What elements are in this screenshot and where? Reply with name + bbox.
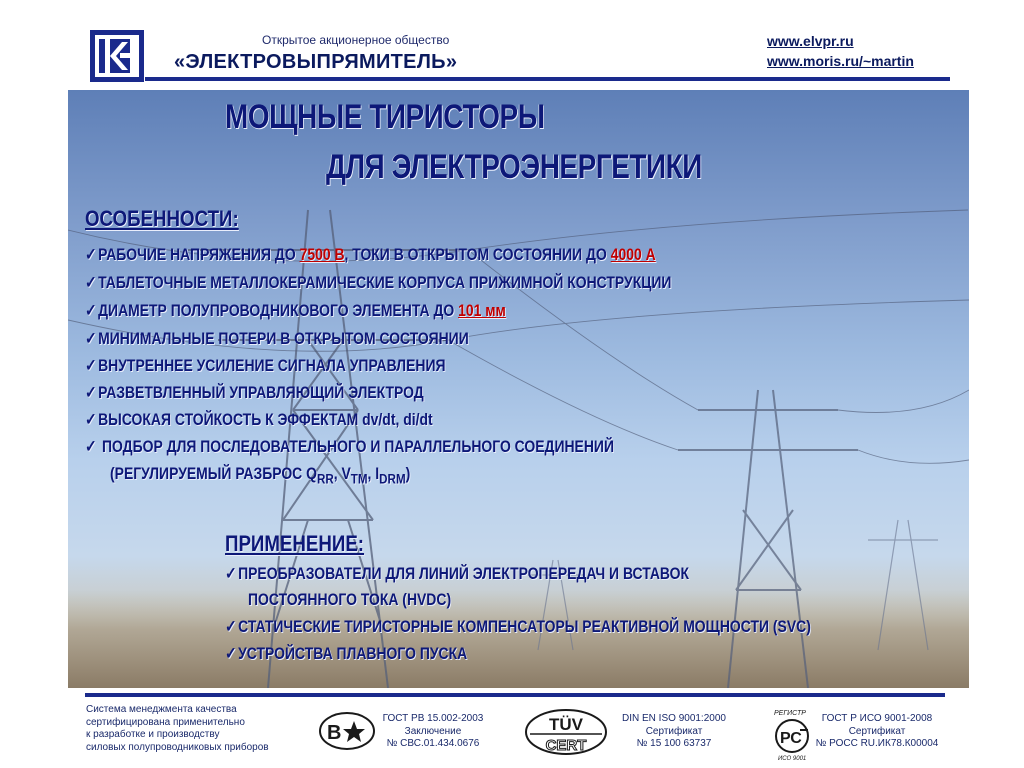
features-heading: ОСОБЕННОСТИ: [85,206,239,231]
feature-item-housing: ✓ТАБЛЕТОЧНЫЕ МЕТАЛЛОКЕРАМИЧЕСКИЕ КОРПУСА ПРИЖИМНОЙ КОНСТРУКЦИИ [85,273,672,292]
ke-logo-icon [90,30,144,82]
checkmark-icon: ✓ [85,273,97,292]
checkmark-icon: ✓ [85,245,97,264]
checkmark-icon: ✓ [225,617,237,636]
feature-item-diameter: ✓ДИАМЕТР ПОЛУПРОВОДНИКОВОГО ЭЛЕМЕНТА ДО 101 мм [85,301,506,320]
feature-item-losses: ✓МИНИМАЛЬНЫЕ ПОТЕРИ В ОТКРЫТОМ СОСТОЯНИИ [85,329,469,348]
feature-item-dvdt: ✓ВЫСОКАЯ СТОЙКОСТЬ К ЭФФЕКТАМ dv/dt, di/dt [85,410,433,429]
diameter-highlight: 101 мм [458,301,506,320]
application-item-hvdc-cont: ПОСТОЯННОГО ТОКА (HVDC) [248,590,452,609]
application-item-hvdc: ✓ПРЕОБРАЗОВАТЕЛИ ДЛЯ ЛИНИЙ ЭЛЕКТРОПЕРЕДАЧ И ВСТАВОК [225,564,689,583]
feature-item-voltage-current: ✓РАБОЧИЕ НАПРЯЖЕНИЯ ДО 7500 В, ТОКИ В ОТКРЫТОМ СОСТОЯНИИ ДО 4000 А [85,245,656,264]
feature-item-gate: ✓РАЗВЕТВЛЕННЫЙ УПРАВЛЯЮЩИЙ ЭЛЕКТРОД [85,383,424,402]
svg-text:В: В [327,722,342,744]
cert-gost-rv: ГОСТ РВ 15.002-2003 Заключение № СВС.01.434.0676 [382,713,484,749]
tuv-cert-icon [524,708,608,756]
rst-registration-icon [768,706,818,762]
vt-certification-icon [318,711,376,751]
footer-divider [85,693,945,697]
header-divider [145,77,950,81]
website-link-elvpr[interactable]: www.elvpr.ru [767,33,854,49]
checkmark-icon: ✓ [85,383,97,402]
application-item-svc: ✓СТАТИЧЕСКИЕ ТИРИСТОРНЫЕ КОМПЕНСАТОРЫ РЕАКТИВНОЙ МОЩНОСТИ (SVC) [225,617,811,636]
cert-gost-r-iso: ГОСТ Р ИСО 9001-2008 Сертификат № РОСС RU.ИК78.К00004 [815,713,939,749]
feature-item-matching: ✓ ПОДБОР ДЛЯ ПОСЛЕДОВАТЕЛЬНОГО И ПАРАЛЛЕЛЬНОГО СОЕДИНЕНИЙ [85,437,614,456]
checkmark-icon: ✓ [85,437,97,456]
checkmark-icon: ✓ [85,329,97,348]
company-name: «ЭЛЕКТРОВЫПРЯМИТЕЛЬ» [174,51,458,73]
feature-item-gain: ✓ВНУТРЕННЕЕ УСИЛЕНИЕ СИГНАЛА УПРАВЛЕНИЯ [85,356,446,375]
checkmark-icon: ✓ [85,410,97,429]
svg-text:РЕГИСТР: РЕГИСТР [774,710,806,717]
current-highlight: 4000 А [610,245,656,264]
feature-item-matching-params: (РЕГУЛИРУЕМЫЙ РАЗБРОС $Q_{RR}$, $V_{TM}$, $I_{DRM}$) [110,464,411,488]
cert-din-iso: DIN EN ISO 9001:2000 Сертификат № 15 100 63737 [622,713,726,749]
voltage-highlight: 7500 В [299,245,345,264]
qms-statement: Система менеджмента качества сертифицирована применительно к разработке и производству силовых полупроводниковых приборов [86,704,269,753]
application-item-softstart: ✓УСТРОЙСТВА ПЛАВНОГО ПУСКА [225,644,468,663]
company-subtitle: Открытое акционерное общество [262,33,450,47]
checkmark-icon: ✓ [85,301,97,320]
website-link-moris[interactable]: www.moris.ru/~martin [767,53,914,69]
checkmark-icon: ✓ [225,644,237,663]
svg-text:CERT: CERT [545,737,587,754]
applications-heading: ПРИМЕНЕНИЕ: [225,531,365,556]
svg-text:РС: РС [780,730,802,747]
title-line-1: МОЩНЫЕ ТИРИСТОРЫ [225,98,545,136]
title-line-2: ДЛЯ ЭЛЕКТРОЭНЕРГЕТИКИ [326,148,702,186]
checkmark-icon: ✓ [85,356,97,375]
svg-text:TÜV: TÜV [549,715,583,734]
svg-text:ИСО 9001: ИСО 9001 [778,756,807,762]
main-panel [68,90,969,688]
checkmark-icon: ✓ [225,564,237,583]
